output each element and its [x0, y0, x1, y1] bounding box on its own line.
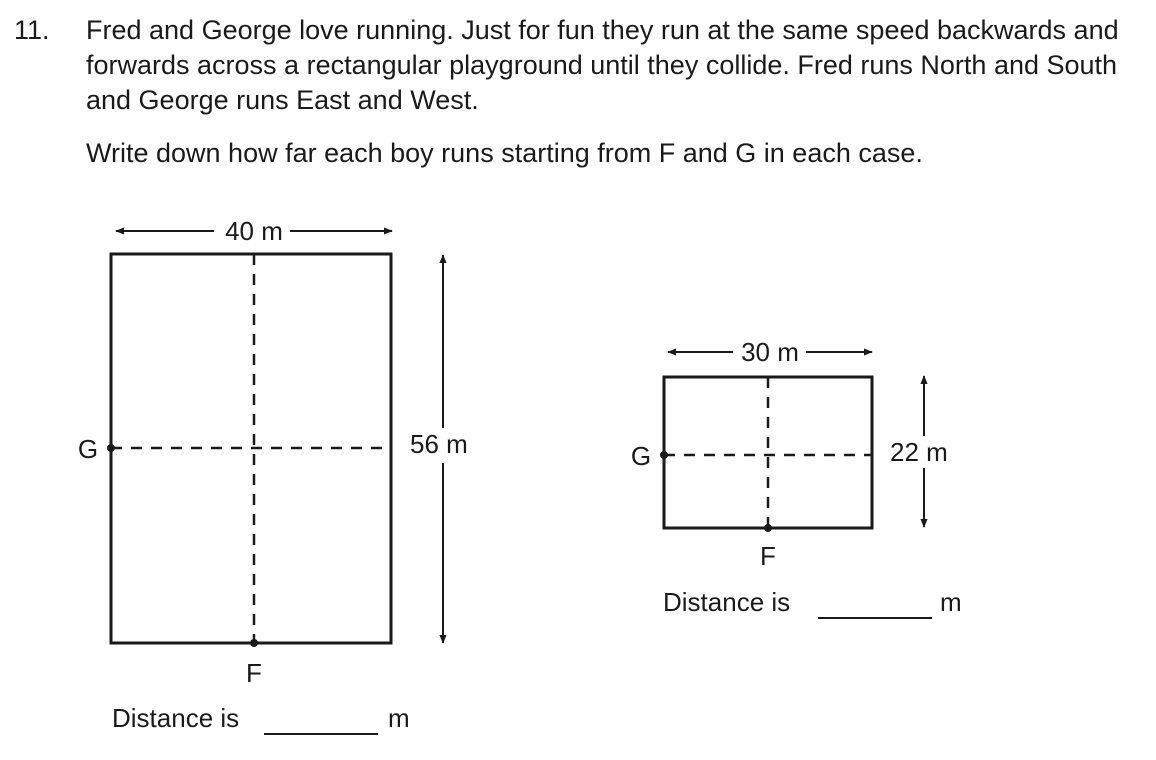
- question-text: Fred and George love running. Just for fun they run at the same speed backwards and forwards across a rectangular playground until they collide. Fred runs North and South and George runs East and West.: [86, 15, 1119, 115]
- height-label: 22 m: [890, 437, 948, 467]
- question-instruction: Write down how far each boy runs starting from F and G in each case.: [86, 138, 923, 168]
- george-start-dot: [660, 451, 668, 459]
- george-label: G: [630, 441, 652, 471]
- diagram-1: [78, 216, 468, 734]
- fred-label: F: [246, 658, 262, 688]
- width-label: 30 m: [741, 337, 799, 367]
- fred-start-dot: [250, 639, 258, 647]
- width-label: 40 m: [225, 216, 283, 246]
- height-label: 56 m: [410, 429, 468, 459]
- distance-unit: m: [940, 587, 962, 617]
- diagram-2: [631, 337, 962, 618]
- distance-prefix: Distance is: [663, 587, 791, 617]
- question-number: 11.: [14, 15, 50, 45]
- fred-label: F: [760, 541, 776, 571]
- distance-prefix: Distance is: [112, 703, 240, 733]
- george-label: G: [77, 434, 99, 464]
- distance-unit: m: [388, 703, 410, 733]
- george-start-dot: [107, 444, 115, 452]
- fred-start-dot: [764, 524, 772, 532]
